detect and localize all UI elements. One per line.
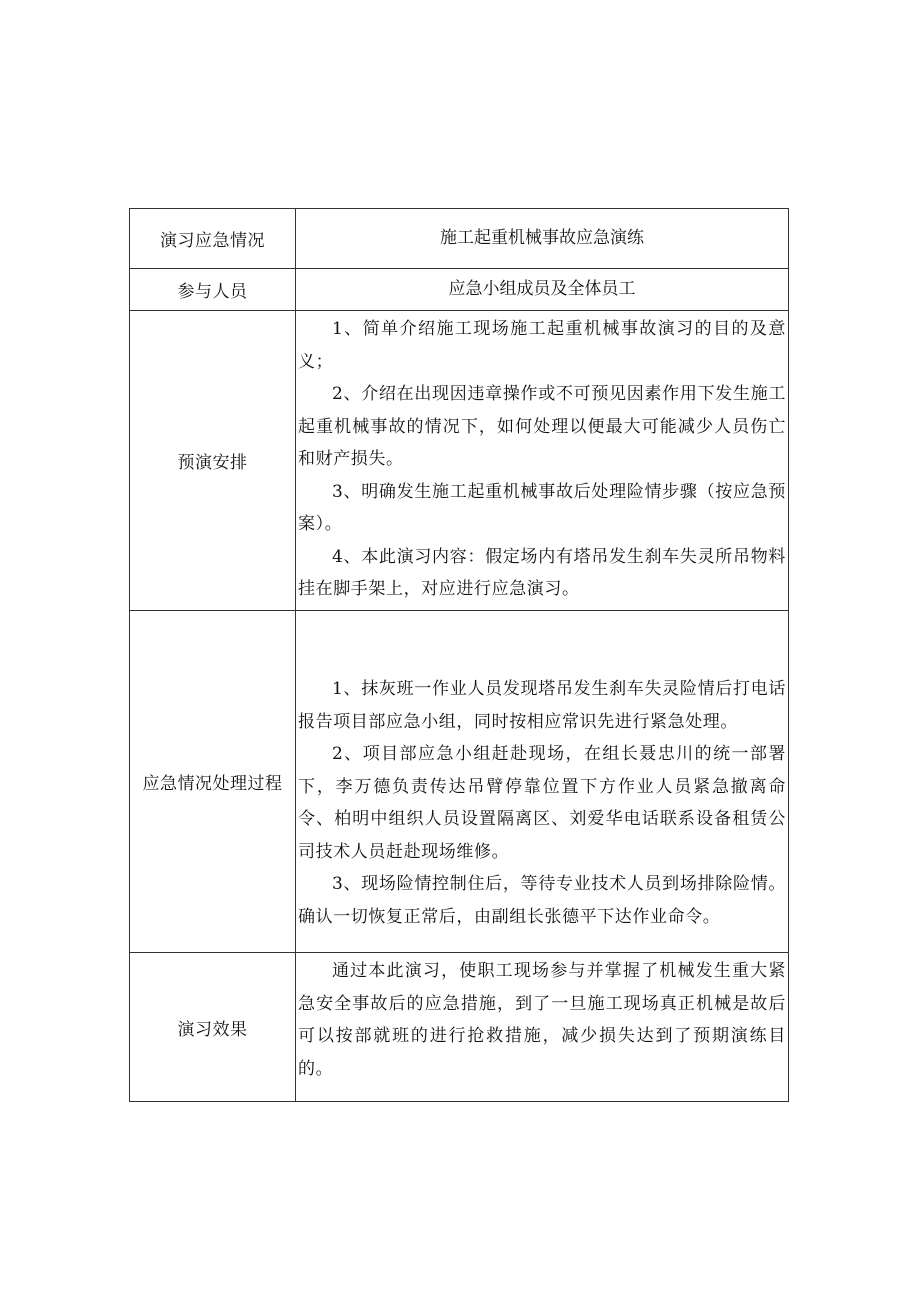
row-content <box>296 611 788 952</box>
paragraph: 3、现场险情控制住后，等待专业技术人员到场排除险情。确认一切恢复正常后，由副组长张德平下达作业命令。 <box>298 874 786 927</box>
table-row <box>130 611 788 953</box>
paragraph: 通过本此演习，使职工现场参与并掌握了机械发生重大紧急安全事故后的应急措施，到了一旦施工现场真正机械是故后可以按部就班的进行抢救措施，减少损失达到了预期演练目的。 <box>298 961 786 1079</box>
paragraph: 1、简单介绍施工现场施工起重机械事故演习的目的及意义； <box>298 319 786 372</box>
drill-record-table <box>129 208 789 1102</box>
row-label: 演习效果 <box>130 953 296 1101</box>
row-label: 应急情况处理过程 <box>130 611 296 952</box>
paragraph: 1、抹灰班一作业人员发现塔吊发生刹车失灵险情后打电话报告项目部应急小组，同时按相应常识先进行紧急处理。 <box>298 679 786 732</box>
row-label: 参与人员 <box>130 269 296 310</box>
table-row <box>130 209 788 269</box>
row-value: 施工起重机械事故应急演练 <box>440 228 644 249</box>
row-value: 应急小组成员及全体员工 <box>448 279 636 300</box>
row-content <box>296 953 788 1101</box>
table-row <box>130 953 788 1101</box>
paragraph: 4、本此演习内容：假定场内有塔吊发生刹车失灵所吊物料挂在脚手架上，对应进行应急演习。 <box>298 546 786 599</box>
table-row <box>130 311 788 611</box>
row-label: 演习应急情况 <box>130 209 296 268</box>
paragraph: 2、介绍在出现因违章操作或不可预见因素作用下发生施工起重机械事故的情况下，如何处理以便最大可能减少人员伤亡和财产损失。 <box>298 384 786 469</box>
paragraph: 2、项目部应急小组赶赴现场，在组长聂忠川的统一部署下，李万德负责传达吊臂停靠位置下方作业人员紧急撤离命令、柏明中组织人员设置隔离区、刘爱华电话联系设备租赁公司技术人员赶赴现场维修。 <box>298 744 786 862</box>
paragraph: 3、明确发生施工起重机械事故后处理险情步骤（按应急预案）。 <box>298 481 786 534</box>
row-label: 预演安排 <box>130 311 296 610</box>
row-content <box>296 311 788 610</box>
table-row <box>130 269 788 311</box>
